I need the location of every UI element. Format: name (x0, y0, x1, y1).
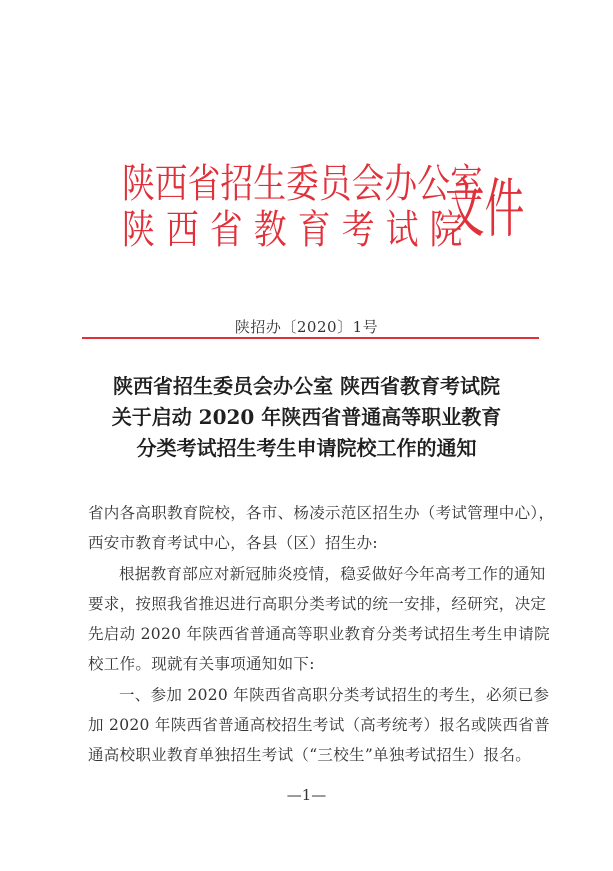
notice-title (0, 371, 613, 464)
letterhead-suffix: 文件 (445, 173, 525, 247)
red-divider-line (82, 337, 539, 339)
document-number: 陕招办〔2020〕1号 (234, 318, 379, 336)
letterhead-line-2: 陕西省教育考试院 (122, 207, 474, 253)
red-letterhead (122, 160, 525, 256)
addressee: 省内各高职教育院校，各市、杨凌示范区招生办（考试管理中心），西安市教育考试中心，各县（区）招生办: (88, 504, 555, 553)
paragraph-2: 一、参加 2020 年陕西省高职分类考试招生的考生，必须已参加 2020 年陕西省普通高校招生考试（高考统考）报名或陕西省普通高校职业教育单独招生考试（“三校生”单独考试招生）报名。 (88, 685, 550, 765)
title-line-1: 陕西省招生委员会办公室 陕西省教育考试院 (113, 374, 500, 398)
title-line-3: 分类考试招生考生申请院校工作的通知 (136, 436, 477, 460)
page-number: —1— (286, 786, 327, 804)
title-line-2: 关于启动 2020 年陕西省普通高等职业教育 (111, 405, 502, 429)
letterhead-line-1: 陕西省招生委员会办公室 (122, 161, 483, 207)
paragraph-1: 根据教育部应对新冠肺炎疫情，稳妥做好今年高考工作的通知要求，按照我省推迟进行高职分类考试的统一安排，经研究，决定先启动 2020 年陕西省普通高等职业教育分类考试招生考生申请院校工作。现就有关事项通知如下: (88, 564, 550, 674)
notice-body (88, 498, 560, 771)
